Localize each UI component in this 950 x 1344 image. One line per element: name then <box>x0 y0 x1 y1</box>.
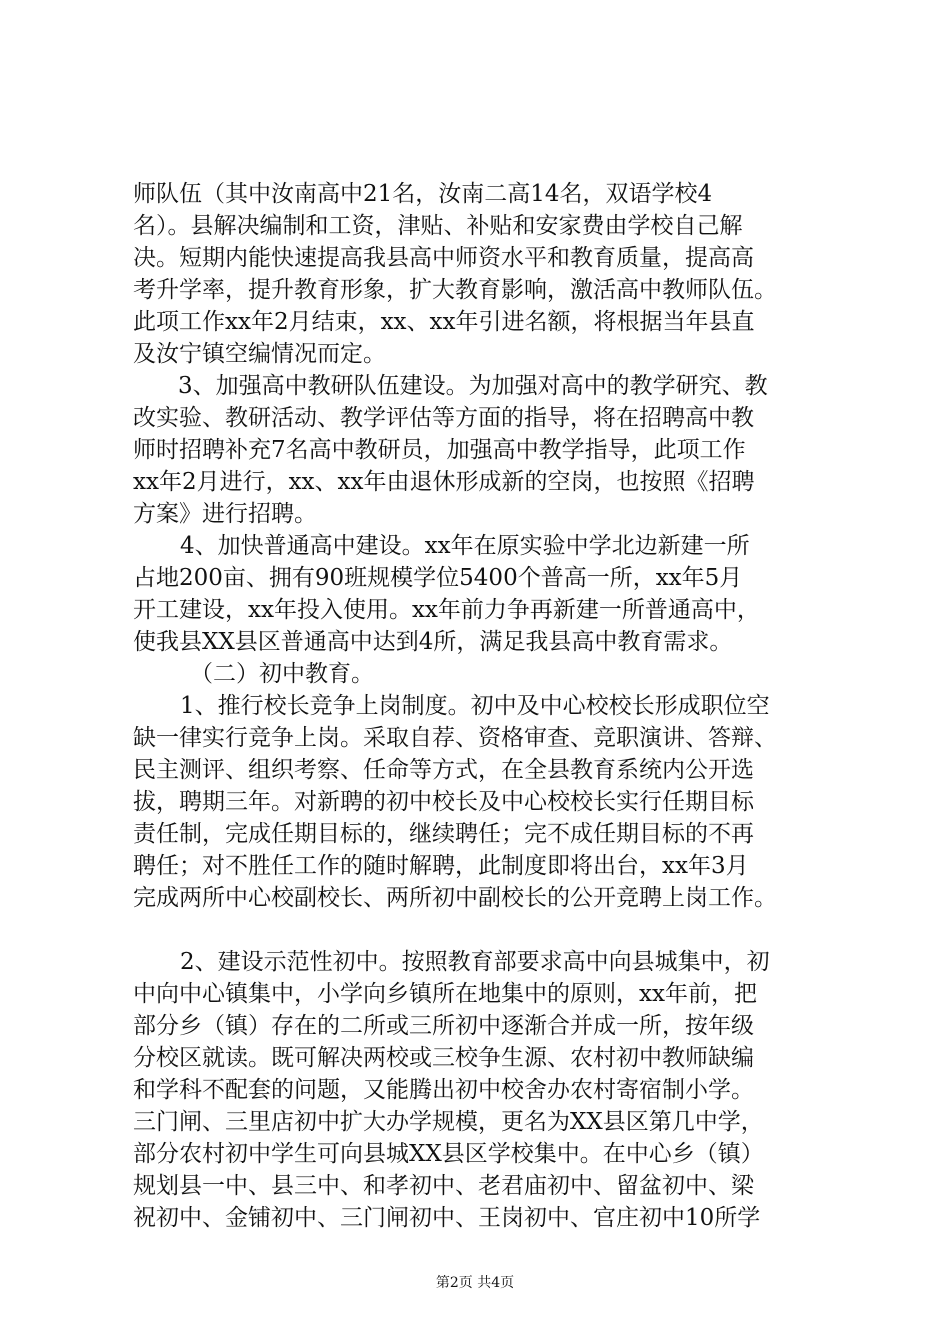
body-line: 部分农村初中学生可向县城XX县区学校集中。在中心乡（镇） <box>133 1141 764 1167</box>
body-line: 使我县XX县区普通高中达到4所，满足我县高中教育需求。 <box>133 629 733 655</box>
body-line: 占地200亩、拥有90班规模学位5400个普高一所，xx年5月 <box>133 565 743 591</box>
body-line: 规划县一中、县三中、和孝初中、老君庙初中、留盆初中、梁 <box>133 1173 754 1199</box>
body-line: 拔，聘期三年。对新聘的初中校长及中心校校长实行任期目标 <box>133 789 754 815</box>
body-line: 聘任；对不胜任工作的随时解聘，此制度即将出台，xx年3月 <box>133 853 749 879</box>
body-line: 师队伍（其中汝南高中21名，汝南二高14名，双语学校4 <box>133 181 713 207</box>
body-line: 民主测评、组织考察、任命等方式，在全县教育系统内公开选 <box>133 757 754 783</box>
body-line: 考升学率，提升教育形象，扩大教育影响，激活高中教师队伍。 <box>133 277 777 303</box>
body-line: 及汝宁镇空编情况而定。 <box>133 341 386 367</box>
body-line: 和学科不配套的问题，又能腾出初中校舍办农村寄宿制小学。 <box>133 1077 754 1103</box>
section-heading: （二）初中教育。 <box>190 661 374 687</box>
body-line: 开工建设，xx年投入使用。xx年前力争再新建一所普通高中， <box>133 597 760 623</box>
body-line: 缺一律实行竞争上岗。采取自荐、资格审查、竞职演讲、答辩、 <box>133 725 777 751</box>
body-line: 三门闸、三里店初中扩大办学规模，更名为XX县区第几中学， <box>133 1109 764 1135</box>
page-number-footer: 第2页 共4页 <box>435 1275 515 1291</box>
body-line: 责任制，完成任期目标的，继续聘任；完不成任期目标的不再 <box>133 821 754 847</box>
body-line: 此项工作xx年2月结束，xx、xx年引进名额，将根据当年县直 <box>133 309 755 335</box>
body-line: 中向中心镇集中，小学向乡镇所在地集中的原则，xx年前，把 <box>133 981 757 1007</box>
body-line: 3、加强高中教研队伍建设。为加强对高中的教学研究、教 <box>178 373 768 399</box>
body-line: 2、建设示范性初中。按照教育部要求高中向县城集中，初 <box>180 949 770 975</box>
body-line: 完成两所中心校副校长、两所初中副校长的公开竞聘上岗工作。 <box>133 885 777 911</box>
body-line: 决。短期内能快速提高我县高中师资水平和教育质量，提高高 <box>133 245 754 271</box>
body-line: 分校区就读。既可解决两校或三校争生源、农村初中教师缺编 <box>133 1045 754 1071</box>
body-line: 方案》进行招聘。 <box>133 501 317 527</box>
body-line: 4、加快普通高中建设。xx年在原实验中学北边新建一所 <box>180 533 750 559</box>
body-line: xx年2月进行，xx、xx年由退休形成新的空岗，也按照《招聘 <box>133 469 755 495</box>
body-line: 祝初中、金铺初中、三门闸初中、王岗初中、官庄初中10所学 <box>133 1205 761 1231</box>
body-line: 师时招聘补充7名高中教研员，加强高中教学指导，此项工作 <box>133 437 746 463</box>
body-line: 部分乡（镇）存在的二所或三所初中逐渐合并成一所，按年级 <box>133 1013 754 1039</box>
body-line: 1、推行校长竞争上岗制度。初中及中心校校长形成职位空 <box>180 693 770 719</box>
body-line: 名）。县解决编制和工资，津贴、补贴和安家费由学校自己解 <box>133 213 743 239</box>
body-line: 改实验、教研活动、教学评估等方面的指导，将在招聘高中教 <box>133 405 754 431</box>
